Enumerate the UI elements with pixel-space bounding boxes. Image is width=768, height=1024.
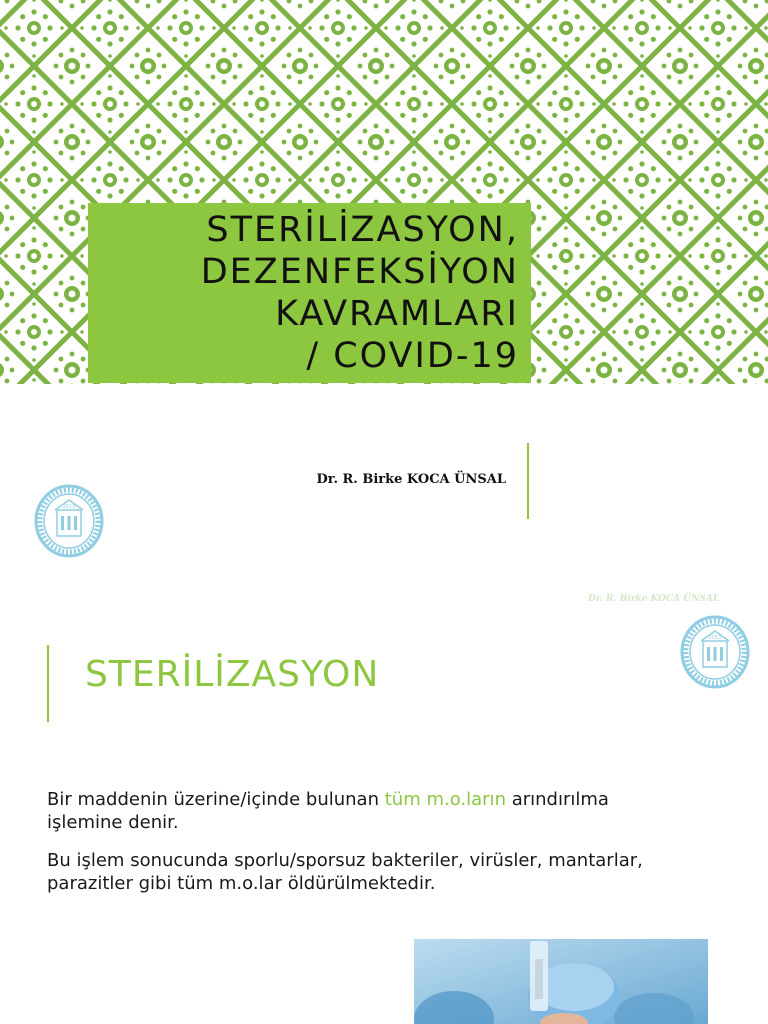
accent-divider — [527, 443, 529, 519]
para1-text-after: arındırılma — [505, 789, 609, 810]
seal-year: 2013 — [708, 635, 722, 641]
title-box — [88, 203, 531, 383]
university-seal-icon — [680, 615, 750, 689]
author-name: Dr. R. Birke KOCA ÜNSAL — [316, 472, 506, 487]
accent-divider — [47, 645, 49, 722]
university-seal-icon — [34, 484, 104, 558]
explanation-paragraph — [47, 849, 747, 895]
title-line-3: KAVRAMLARI — [275, 294, 519, 334]
lab-worker-photo — [414, 939, 708, 1024]
section-heading: STERİLİZASYON — [85, 654, 380, 695]
para1-text-before: Bir maddenin üzerine/içinde bulunan — [47, 789, 385, 810]
para2-line1: Bu işlem sonucunda sporlu/sporsuz bakteriler, virüsler, mantarlar, — [47, 850, 643, 871]
seal-year: 2013 — [62, 504, 76, 510]
title-line-2: DEZENFEKSİYON — [200, 252, 519, 292]
title-line-4: / COVID-19 — [306, 336, 519, 376]
para1-line2: işlemine denir. — [47, 812, 179, 833]
definition-paragraph — [47, 788, 747, 834]
title-line-1: STERİLİZASYON, — [206, 210, 519, 250]
title-slide — [0, 0, 768, 384]
para1-highlight: tüm m.o.ların — [384, 789, 506, 810]
para2-line2: parazitler gibi tüm m.o.lar öldürülmektedir. — [47, 873, 436, 894]
watermark-author: Dr. R. Birke KOCA ÜNSAL — [588, 594, 720, 604]
